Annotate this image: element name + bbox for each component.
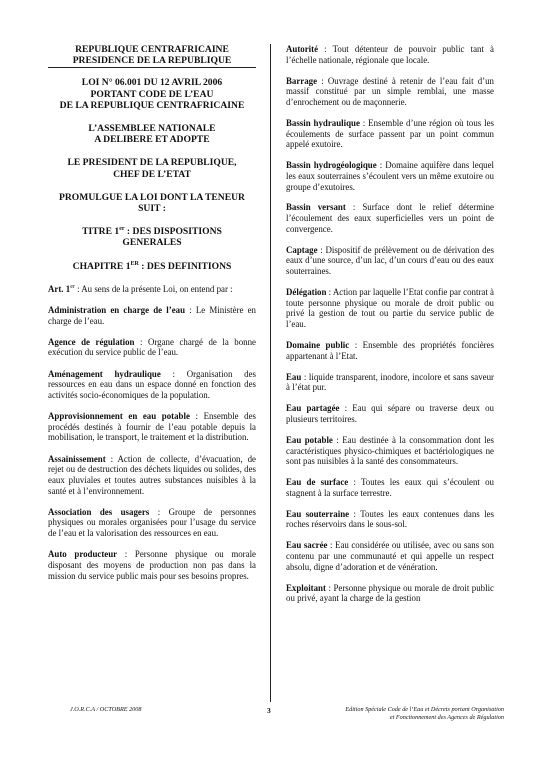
definition-text: : Ensemble des procédés destinés à fournir de l’eau potable depuis la mobilisation, le transport, le traitement et la distribution. xyxy=(48,411,257,443)
right-definitions-list xyxy=(286,44,494,604)
definition-term: Auto producteur xyxy=(48,549,118,560)
definition-entry xyxy=(286,202,494,234)
definition-term: Eau sacrée xyxy=(286,540,328,551)
definition-text: : liquide transparent, inodore, incolore et sans saveur à l’état pur. xyxy=(286,371,494,393)
definition-text: : Ouvrage destiné à retenir de l’eau fait d’un massif constitué par un simple remblai, une masse d’enrochement ou de maçonnerie. xyxy=(286,75,494,107)
definition-entry xyxy=(286,403,494,424)
definition-entry xyxy=(286,509,494,530)
definition-text: : Toutes les eaux contenues dans les roches réservoirs dans le sous-sol. xyxy=(286,508,494,530)
journal-reference: J.O.R.C.A / OCTOBRE 2008 xyxy=(70,706,142,713)
definition-term: Eau partagée xyxy=(286,403,340,414)
definition-entry xyxy=(286,160,494,192)
definition-term: Eau potable xyxy=(286,434,333,445)
definition-term: Captage xyxy=(286,244,318,255)
definition-text: : Organisation des ressources en eau dans un espace donné en fonction des activités socio-économiques de la population. xyxy=(48,368,256,400)
definition-entry xyxy=(286,245,494,277)
definition-term: Délégation xyxy=(286,287,327,298)
definition-term: Barrage xyxy=(286,75,318,86)
definition-entry xyxy=(286,340,494,361)
definition-term: Bassin hydraulique xyxy=(286,117,360,128)
definition-term: Autorité xyxy=(286,44,319,54)
definition-entry xyxy=(286,477,494,498)
definition-entry xyxy=(286,287,494,330)
law-country: DE LA REPUBLIQUE CENTRAFRICAINE xyxy=(59,99,245,111)
definition-text: : Domaine aquifère dans lequel les eaux souterraines s’écoulent vers un même exutoire ou groupe d’exutoires. xyxy=(286,160,494,192)
article-intro: Art. 1er : Au sens de la présente Loi, on entend par : xyxy=(48,283,233,294)
definition-text: : Le Ministère en charge de l’eau. xyxy=(48,304,256,326)
law-subject: PORTANT CODE DE L’EAU xyxy=(90,88,214,100)
definition-term: Exploitant xyxy=(286,582,326,593)
definition-entry xyxy=(48,411,256,443)
assembly-adopted-line: A DELIBERE ET ADOPTE xyxy=(94,134,210,146)
column-divider xyxy=(270,44,271,702)
definition-text: : Toutes les eaux qui s’écoulent ou stagnent à la surface terrestre. xyxy=(286,477,494,498)
chapter-heading: CHAPITRE 1ER : DES DEFINITIONS xyxy=(72,260,232,272)
definition-entry xyxy=(48,454,256,497)
definition-text: : Personne physique ou morale de droit public ou privé, ayant la charge de la gestion xyxy=(286,582,494,604)
law-number: LOI N° 06.001 DU 12 AVRIL 2006 xyxy=(81,77,223,89)
edition-note xyxy=(304,706,504,721)
definition-text: : Eau qui sépare ou traverse deux ou plusieurs territoires. xyxy=(286,403,494,424)
definition-term: Aménagement hydraulique xyxy=(48,368,161,379)
definition-text: : Action de collecte, d’évacuation, de rejet ou de destruction des déchets liquides ou solides, des eaux pluviales et toutes autres substances nuisibles à la santé et à l’environnement. xyxy=(48,453,256,496)
definition-term: Domaine public xyxy=(286,340,350,351)
definition-entry xyxy=(286,540,494,572)
title-heading-2: GENERALES xyxy=(122,237,182,249)
definition-entry xyxy=(48,507,256,539)
president-line: LE PRESIDENT DE LA REPUBLIQUE, xyxy=(67,157,237,169)
definition-entry xyxy=(286,44,494,65)
definition-text: : Action par laquelle l’Etat confie par contrat à toute personne physique ou morale de droit public ou privé la gestion de tout ou partie du service public de l’eau. xyxy=(286,287,494,330)
definition-text: : Organe chargé de la bonne exécution du service public de l’eau. xyxy=(48,336,256,358)
country-heading: REPUBLIQUE CENTRAFRICAINE xyxy=(75,44,229,55)
left-column xyxy=(48,44,256,592)
title-heading: TITRE 1er : DES DISPOSITIONS xyxy=(82,226,222,238)
definition-term: Approvisionnement en eau potable xyxy=(48,411,190,422)
assembly-line: L’ASSEMBLEE NATIONALE xyxy=(88,123,216,135)
definition-term: Administration en charge de l’eau xyxy=(48,304,186,315)
definition-text: : Tout détenteur de pouvoir public tant à l’échelle nationale, régionale que locale. xyxy=(286,44,494,65)
definition-text: : Eau destinée à la consommation dont les caractéristiques physico-chimiques et bactériologiques ne sont pas nuisibles à la santé des consommateurs. xyxy=(286,434,494,467)
definition-entry xyxy=(48,549,256,581)
definition-entry xyxy=(286,118,494,150)
definition-text: : Eau considérée ou utilisée, avec ou sans son contenu par une communauté et qui appelle un respect absolu, digne d’adoration et de vénération. xyxy=(286,540,494,572)
promulgation-line: PROMULGUE LA LOI DONT LA TENEUR xyxy=(59,191,245,203)
definition-entry xyxy=(48,337,256,358)
definition-term: Agence de régulation xyxy=(48,336,135,347)
presidency-heading: PRESIDENCE DE LA REPUBLIQUE xyxy=(72,55,232,67)
definition-term: Bassin hydrogéologique xyxy=(286,160,377,171)
edition-note-line-1: Edition Spéciale Code de l’Eau et Décrets portant Organisation xyxy=(345,706,504,713)
definition-term: Assainissement xyxy=(48,453,106,464)
definition-term: Eau xyxy=(286,371,302,382)
definition-text: : Ensemble des propriétés foncières appartenant à l’Etat. xyxy=(286,340,494,361)
definition-entry xyxy=(286,583,494,604)
edition-note-line-2: et Fonctionnement des Agences de Régulation xyxy=(389,713,504,721)
left-definitions-list xyxy=(48,305,256,581)
definition-text: : Groupe de personnes physiques ou morales organisées pour l’usage du service de l’eau et la valorisation des ressources en eau. xyxy=(48,506,256,539)
definition-term: Eau souterraine xyxy=(286,508,350,519)
definition-entry xyxy=(48,369,256,401)
definition-entry xyxy=(286,372,494,393)
definition-term: Eau de surface xyxy=(286,477,349,488)
definition-term: Bassin versant xyxy=(286,202,346,213)
right-column xyxy=(286,44,494,614)
definition-entry xyxy=(286,435,494,467)
definition-entry xyxy=(48,305,256,326)
promulgation-line-2: SUIT : xyxy=(138,203,166,215)
definition-text: : Personne physique ou morale disposant des moyens de production non pas dans la mission du service public mais pour ses besoins propres. xyxy=(48,549,256,581)
page-number: 3 xyxy=(267,706,271,715)
definition-text: : Surface dont le relief détermine l’écoulement des eaux superficielles vers un point de convergence. xyxy=(286,202,494,234)
definition-entry xyxy=(286,76,494,108)
definition-term: Association des usagers xyxy=(48,506,150,517)
head-of-state-line: CHEF DE L’ETAT xyxy=(113,168,191,180)
definition-text: : Dispositif de prélèvement ou de dérivation des eaux d’une source, d’un lac, d’un cours d’eau ou des eaux souterraines. xyxy=(286,244,494,277)
definition-text: : Ensemble d’une région où tous les écoulements de surface passent par un point commun appelé exutoire. xyxy=(286,117,495,150)
